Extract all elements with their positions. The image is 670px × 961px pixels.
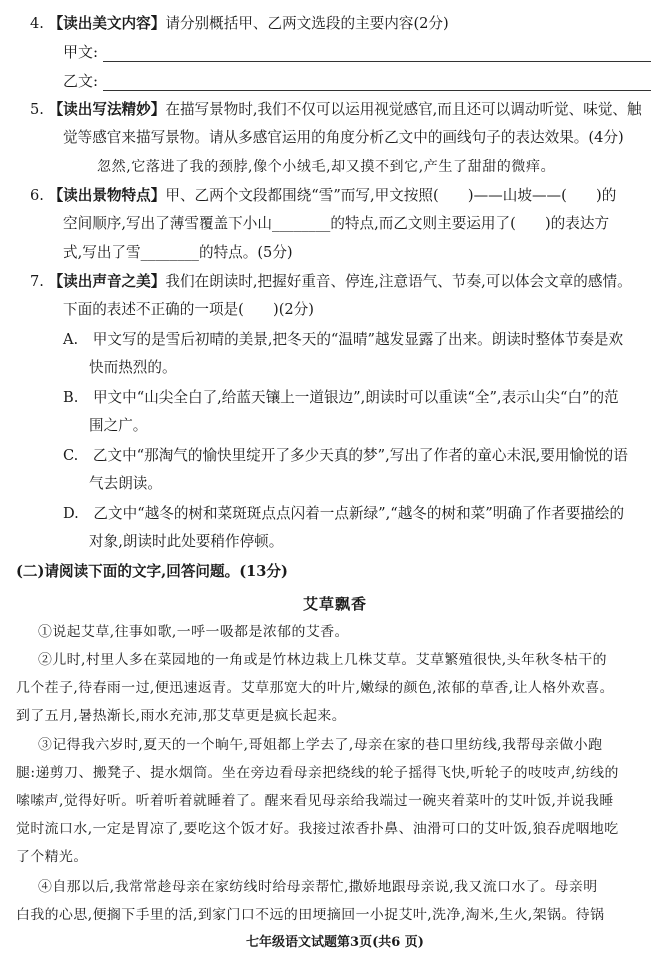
answer-label-b: 乙文: [63,72,99,90]
essay-line: 到了五月,暑热渐长,雨水充沛,那艾草更是疯长起来。 [16,708,347,724]
essay-paragraph-1: ①说起艾草,往事如歌,一呼一吸都是浓郁的艾香。 [38,624,349,640]
essay-paragraph-3: ③记得我六岁时,夏天的一个晌午,哥姐都上学去了,母亲在家的巷口里纺线,我帮母亲做小跑 [38,737,603,753]
quoted-sentence: 忽然,它落进了我的颈脖,像个小绒毛,却又摸不到它,产生了甜甜的微痒。 [97,159,556,175]
question-6 [30,186,616,206]
essay-line: 腿:递剪刀、搬凳子、提水烟筒。坐在旁边看母亲把绕线的轮子摇得飞快,听轮子的吱吱声,纺线的 [16,765,619,781]
option-c[interactable]: C. 乙文中“那淘气的愉快里绽开了多少天真的梦”,写出了作者的童心未泯,要用愉悦的语 [63,447,628,464]
question-text-line: 空间顺序,写出了薄雪覆盖下小山________的特点,而乙文则主要运用了( )的表达方 [63,215,610,232]
answer-line-b[interactable] [103,90,651,91]
section-heading: (二)请阅读下面的文字,回答问题。(13分) [16,563,288,580]
question-tag: 【读出美文内容】 [48,15,166,32]
essay-paragraph-4: ④自那以后,我常常趁母亲在家纺线时给母亲帮忙,撒娇地跟母亲说,我又流口水了。母亲明 [38,879,598,895]
question-text-line: 在描写景物时,我们不仅可以运用视觉感官,而且还可以调动听觉、味觉、触 [165,101,642,118]
question-number: 7. [30,273,44,290]
question-tag: 【读出写法精妙】 [48,101,166,118]
question-5 [30,100,642,120]
essay-line: 白我的心思,便搁下手里的活,到家门口不远的田埂摘回一小捉艾叶,洗净,淘米,生火,架锅。待锅 [16,907,605,923]
option-a-cont: 快而热烈的。 [89,359,177,376]
question-7 [30,272,632,292]
essay-line: 觉时流口水,一定是胃凉了,要吃这个饭才好。我接过浓香扑鼻、油滑可口的艾叶饭,狼吞虎咽地吃 [16,821,619,837]
option-b[interactable]: B. 甲文中“山尖全白了,给蓝天镶上一道银边”,朗读时可以重读“全”,表示山尖“白”的范 [63,389,619,406]
question-text-line: 式,写出了雪________的特点。(5分) [63,244,293,261]
question-text-line: 下面的表述不正确的一项是( )(2分) [63,301,314,318]
question-text-line: 我们在朗读时,把握好重音、停连,注意语气、节奏,可以体会文章的感情。 [165,273,632,290]
question-4 [30,14,449,34]
answer-label-a: 甲文: [63,43,99,61]
option-a[interactable]: A. 甲文写的是雪后初晴的美景,把冬天的“温晴”越发显露了出来。朗读时整体节奏是欢 [63,331,624,348]
question-number: 6. [30,187,44,204]
question-number: 4. [30,15,44,32]
question-text-line: 觉等感官来描写景物。请从多感官运用的角度分析乙文中的画线句子的表达效果。(4分) [63,129,624,146]
option-d-cont: 对象,朗读时此处要稍作停顿。 [89,533,284,550]
essay-title: 艾草飘香 [302,595,367,613]
option-c-cont: 气去朗读。 [89,475,162,492]
question-text-line: 甲、乙两个文段都围绕“雪”而写,甲文按照( )——山坡——( )的 [165,187,617,204]
essay-line: 了个精光。 [16,849,88,865]
essay-line: 嗦嗦声,觉得好听。听着听着就睡着了。醒来看见母亲给我端过一碗夹着菜叶的艾叶饭,并说我睡 [16,793,614,809]
answer-line-a[interactable] [103,61,651,62]
option-b-cont: 围之广。 [89,417,148,434]
question-tag: 【读出声音之美】 [48,273,166,290]
essay-paragraph-2: ②儿时,村里人多在菜园地的一角或是竹林边栽上几株艾草。艾草繁殖很快,头年秋冬枯干的 [38,652,608,668]
question-text: 请分别概括甲、乙两文选段的主要内容(2分) [165,15,449,32]
option-d[interactable]: D. 乙文中“越冬的树和菜斑斑点点闪着一点新绿”,“越冬的树和菜”明确了作者要描绘的 [63,505,625,522]
page-footer: 七年级语文试题第3页(共6 页) [246,935,424,950]
essay-line: 几个茬子,待春雨一过,便迅速返青。艾草那宽大的叶片,嫩绿的颜色,浓郁的草香,让人格外欢喜。 [16,680,614,696]
question-tag: 【读出景物特点】 [48,187,166,204]
question-number: 5. [30,101,44,118]
